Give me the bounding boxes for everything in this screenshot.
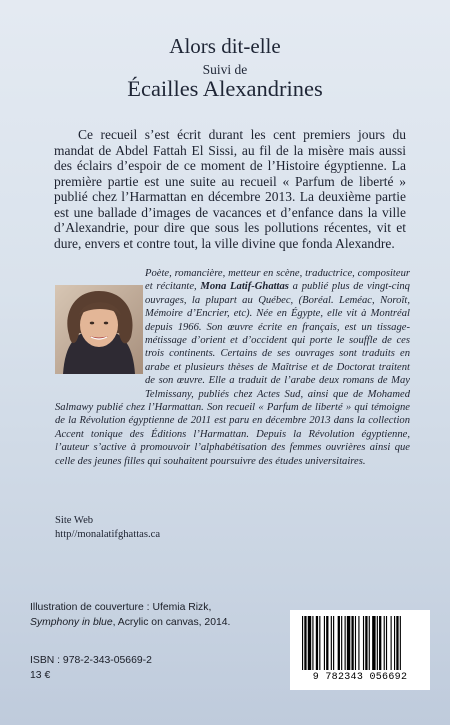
barcode-bar xyxy=(316,616,318,670)
credit-line-2 xyxy=(30,616,230,631)
barcode-bar xyxy=(333,616,334,670)
barcode-bar xyxy=(341,616,342,670)
book-title: Alors dit-elle xyxy=(169,34,281,58)
subtitle-connector: Suivi de xyxy=(202,62,248,77)
barcode-bar xyxy=(326,616,328,670)
barcode xyxy=(290,610,430,690)
book-subtitle: Écailles Alexandrines xyxy=(127,76,323,101)
artwork-details: , Acrylic on canvas, 2014. xyxy=(112,616,231,628)
barcode-bars xyxy=(290,610,430,672)
isbn: ISBN : 978-2-343-05669-2 xyxy=(30,655,152,666)
artwork-title: Symphony in blue xyxy=(30,616,113,628)
back-cover-blurb: Ce recueil s’est écrit durant les cent premiers jours du mandat de Abdel Fattah El Sissi, au fil de la misère mais aussi des éclairs d’espoir de ce moment de l’Histoire égyptienne. La première partie est une suite au recueil « Parfum de liberté » publié chez l’Harmattan en décembre 2013. La deuxième partie est une ballade d’images de vacances et d’enfance dans la ville d’Alexandrie, pour dire que sous les pollutions récentes, vit et dure, envers et contre tout, la ville divine que fonda Alexandre. xyxy=(54,127,406,251)
author-photo xyxy=(55,285,143,374)
bio-body: a publié plus de vingt-cinq ouvrages, la plupart au Québec, (Boréal. Leméac, Noroît, Mémoire d’Encrier, etc). Née en Égypte, elle vit à Montréal depuis 1966. Son œuvre écrite en français, est un tissage-métissage d’orient et d’occident qui porte le souffle de ces trois continents. Certains de ses ouvrages sont traduits en arabe et plusieurs thèses de Maîtrise et de Doctorat traitent de son œuvre. Elle a traduit de l’arabe deux romans de May Telmissany, publiés chez Actes Sud, ainsi que de Mohamed Salmawy publié chez l’Harmattan. Son recueil « Parfum de liberté » qui témoigne de la Révolution égyptienne de 2011 est paru en décembre 2013 dans la collection Accent tonique des Éditions l’Harmattan. Depuis la Révolution égyptienne, l’auteur s’active à promouvoir l’alphabétisation des femmes ouvrières ainsi que celle des jeunes filles qui souhaitent poursuivre des études universitaires. xyxy=(55,281,410,467)
barcode-bar xyxy=(302,616,303,670)
barcode-bar xyxy=(365,616,367,670)
barcode-bar xyxy=(312,616,313,670)
barcode-bar xyxy=(355,616,356,670)
author-name: Mona Latif-Ghattas xyxy=(200,281,289,293)
barcode-bar xyxy=(358,616,359,670)
barcode-number: 9 782343 056692 xyxy=(312,672,408,683)
barcode-bar xyxy=(377,616,378,670)
barcode-bar xyxy=(400,616,401,670)
bio-intro: Poète, romancière, metteur en scène, traductrice, compositeur et récitante, xyxy=(145,268,410,293)
barcode-bar xyxy=(324,616,325,670)
website-url: http//monalatifghattas.ca xyxy=(55,529,161,540)
barcode-bar xyxy=(308,616,311,670)
barcode-bar xyxy=(331,616,332,670)
barcode-bar xyxy=(369,616,370,670)
barcode-bar xyxy=(319,616,320,670)
barcode-bar xyxy=(391,616,392,670)
barcode-bar xyxy=(351,616,353,670)
barcode-bar xyxy=(386,616,387,670)
barcode-bar xyxy=(338,616,340,670)
isbn-price-block xyxy=(30,654,152,683)
barcode-bar xyxy=(384,616,385,670)
barcode-bar xyxy=(304,616,306,670)
barcode-bar xyxy=(396,616,398,670)
barcode-bar xyxy=(372,616,375,670)
price: 13 € xyxy=(30,669,51,681)
credit-line-1: Illustration de couverture : Ufemia Rizk, xyxy=(30,602,212,613)
website-label: Site Web xyxy=(55,515,94,526)
barcode-bar xyxy=(379,616,381,670)
barcode-bar xyxy=(363,616,364,670)
website-block xyxy=(55,514,160,542)
barcode-bar xyxy=(347,616,350,670)
barcode-bar xyxy=(345,616,346,670)
barcode-bar xyxy=(394,616,395,670)
illustration-credit xyxy=(30,601,230,630)
